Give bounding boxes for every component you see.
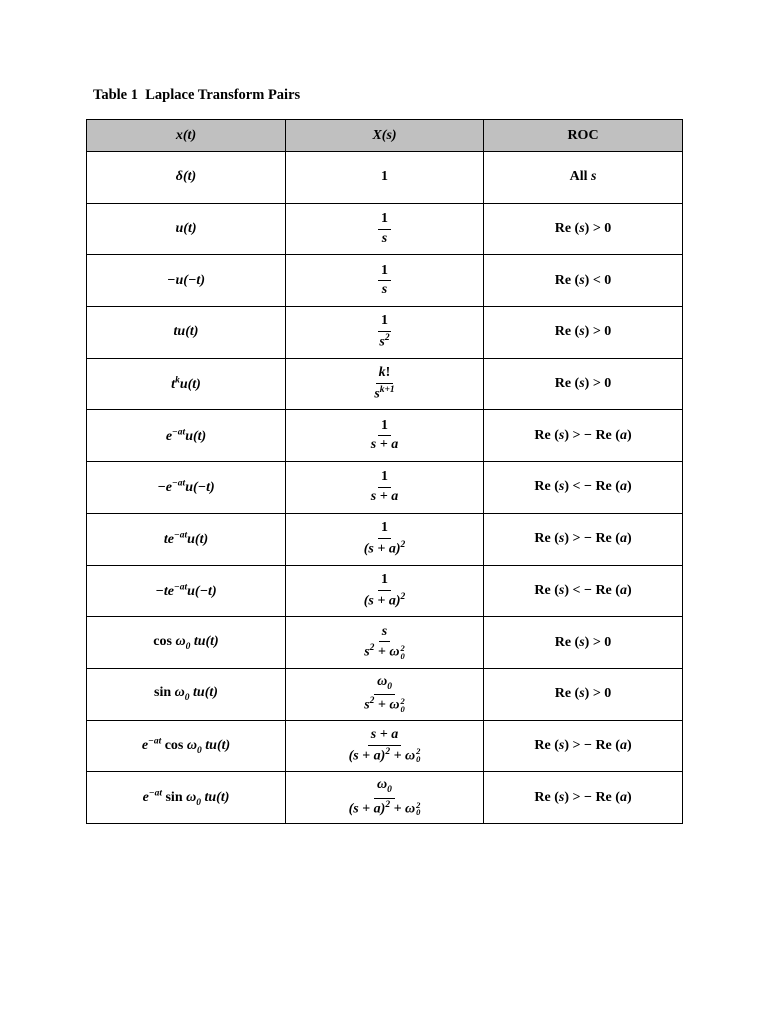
cell-roc-value: [611, 221, 612, 222]
cell-xt-value: [206, 427, 207, 428]
cell-Xs: $\frac{1}{(s + a)^2}$: [286, 565, 484, 617]
cell-Xs-value: [401, 419, 402, 420]
cell-xt-value: [201, 375, 202, 376]
table-header-row: [87, 120, 683, 152]
cell-Xs: $\frac{1}{s^2}$: [286, 307, 484, 359]
cell-xt-value: [196, 169, 197, 170]
cell-Xs: $\omega_0$ $s^2 + \omega$ 2 0: [286, 668, 484, 720]
cell-roc: Re (s) > 0: [484, 307, 683, 359]
cell-Xs: s $s^2 + \omega$ 2 0: [286, 617, 484, 669]
header-xt: x(t): [87, 120, 286, 152]
cell-xt: δ(t): [87, 152, 286, 204]
cell-xt: $t^ku(t)$: [87, 358, 286, 410]
table-row: [87, 152, 683, 204]
table-row: [87, 255, 683, 307]
cell-Xs: s + a $(s + a)^2 + \omega$ 2 0: [286, 720, 484, 772]
cell-roc-value: [611, 273, 612, 274]
cell-Xs: $\frac{1}{s}$: [286, 203, 484, 255]
cell-Xs-value: [423, 778, 424, 779]
table-row: [87, 358, 683, 410]
cell-xt: $\cos \omega_0$ tu(t): [87, 617, 286, 669]
cell-xt: $-e^{-at}u(-t)$: [87, 462, 286, 514]
cell-xt-value: [215, 479, 216, 480]
cell-xt-value: [218, 685, 219, 686]
cell-xt-value: [198, 324, 199, 325]
table-row: [87, 617, 683, 669]
cell-roc-value: [611, 376, 612, 377]
cell-Xs: $\frac{1}{s + a}$: [286, 410, 484, 462]
cell-Xs: $\frac{1}{s}$: [286, 255, 484, 307]
cell-xt-value: [208, 530, 209, 531]
cell-roc: Re (s) > 0: [484, 203, 683, 255]
cell-xt: $e^{-at}$ $\sin \omega_0$ tu(t): [87, 772, 286, 824]
cell-roc: All s: [484, 152, 683, 204]
cell-Xs: 1: [286, 152, 484, 204]
cell-roc: Re (s) > 0: [484, 358, 683, 410]
cell-roc: Re (s) < − Re (a): [484, 565, 683, 617]
table-row: [87, 668, 683, 720]
table-row: [87, 720, 683, 772]
cell-roc: Re (s) > − Re (a): [484, 513, 683, 565]
table-body: [87, 152, 683, 824]
table-row: [87, 772, 683, 824]
cell-Xs-value: [401, 470, 402, 471]
cell-Xs: $\frac{1}{s + a}$: [286, 462, 484, 514]
cell-Xs-value: [391, 264, 392, 265]
cell-Xs-value: [408, 675, 409, 676]
cell-Xs-value: [423, 728, 424, 729]
header-roc: ROC: [484, 120, 683, 152]
cell-xt: $e^{-at}$ $\cos \omega_0$ tu(t): [87, 720, 286, 772]
cell-xt-value: [217, 582, 218, 583]
table-caption: Table 1 Laplace Transform Pairs: [93, 87, 301, 103]
table-row: [87, 462, 683, 514]
cell-Xs: $\omega_0$ $(s + a)^2 + \omega$ 2 0: [286, 772, 484, 824]
cell-xt: $\sin \omega_0$ tu(t): [87, 668, 286, 720]
laplace-transform-table: [86, 119, 683, 824]
cell-roc-value: [611, 635, 612, 636]
cell-Xs-value: [408, 573, 409, 574]
cell-roc-value: [611, 686, 612, 687]
table-row: [87, 513, 683, 565]
cell-Xs-value: [398, 366, 399, 367]
cell-xt-value: [219, 634, 220, 635]
cell-roc: Re (s) > 0: [484, 617, 683, 669]
cell-roc-value: [611, 324, 612, 325]
header-Xs: X(s): [286, 120, 484, 152]
cell-Xs: $\frac{1}{(s + a)^2}$: [286, 513, 484, 565]
cell-roc: Re (s) > − Re (a): [484, 410, 683, 462]
cell-xt: $e^{-at}u(t)$: [87, 410, 286, 462]
cell-xt-value: [197, 221, 198, 222]
cell-roc-value: [596, 169, 597, 170]
table-row: [87, 307, 683, 359]
cell-roc: Re (s) > − Re (a): [484, 772, 683, 824]
cell-roc: Re (s) < 0: [484, 255, 683, 307]
cell-Xs-value: [391, 212, 392, 213]
cell-roc: Re (s) > − Re (a): [484, 720, 683, 772]
cell-Xs-value: [408, 521, 409, 522]
cell-roc: Re (s) > 0: [484, 668, 683, 720]
cell-xt-value: [205, 273, 206, 274]
cell-Xs-value: [408, 625, 409, 626]
cell-Xs: $\frac{k!}{s^{k+1}}$: [286, 358, 484, 410]
cell-Xs-value: [388, 169, 389, 170]
cell-roc: Re (s) < − Re (a): [484, 462, 683, 514]
cell-xt: −u(−t): [87, 255, 286, 307]
cell-xt: u(t): [87, 203, 286, 255]
table-row: [87, 203, 683, 255]
cell-xt: $te^{-at}u(t)$: [87, 513, 286, 565]
cell-xt: tu(t): [87, 307, 286, 359]
table-row: [87, 410, 683, 462]
cell-Xs-value: [393, 314, 394, 315]
cell-xt-value: [229, 788, 230, 789]
table-row: [87, 565, 683, 617]
cell-xt-value: [230, 736, 231, 737]
cell-xt: $-te^{-at}u(-t)$: [87, 565, 286, 617]
